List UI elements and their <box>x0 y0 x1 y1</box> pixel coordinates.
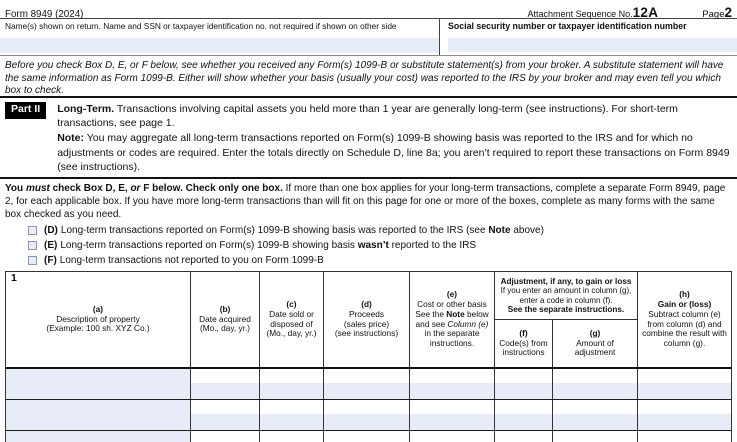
name-cell <box>0 19 440 55</box>
must-check-paragraph: You must check Box D, E, or F below. Check only one box. If more than one box applies for your long-term transactions, complete a separate Form 8949, page 2, for each applicable box. If you have more long-term transactions than will fit on this page for one or more of the boxes, complete as many forms with the same box checked as you need. <box>5 183 726 220</box>
top-bar <box>0 0 737 19</box>
description-field[interactable] <box>6 400 190 430</box>
checkbox-row-f <box>28 253 732 268</box>
table-row <box>6 369 731 400</box>
checkbox-row-e <box>28 238 732 253</box>
name-input[interactable] <box>0 38 439 53</box>
broker-instructions-note: Before you check Box D, E, or F below, see whether you received any Form(s) 1099-B or substitute statement(s) from your broker. A substitute statement will have the same information as Form 1099-B. Either will show whether your basis (usually your cost) was reported to the IRS by your broker and may even tell you which box to check. <box>0 56 737 98</box>
checkbox-d[interactable] <box>28 226 37 235</box>
description-field[interactable] <box>6 431 190 442</box>
box-selection-section <box>0 221 737 268</box>
header-date-acquired: (b) Date acquired (Mo., day, yr.) <box>190 272 259 367</box>
name-ssn-row <box>0 19 737 56</box>
top-bar-right <box>528 5 732 20</box>
date-acquired-field[interactable] <box>191 414 259 430</box>
header-adjustment-group: Adjustment, if any, to gain or loss If you enter an amount in column (g), enter a code in column (f). See the separate instructions. <box>494 272 637 320</box>
form-title: Form 8949 (2024) <box>5 9 84 20</box>
transactions-table <box>5 271 732 442</box>
adjustment-amount-field[interactable] <box>553 383 637 399</box>
ssn-cell <box>440 19 737 55</box>
header-proceeds: (d) Proceeds (sales price) (see instructions) <box>323 272 409 367</box>
line-number: 1 <box>11 272 17 284</box>
ssn-input[interactable] <box>448 38 737 52</box>
checkbox-e[interactable] <box>28 241 37 250</box>
code-field[interactable] <box>495 383 552 399</box>
table-row <box>6 431 731 442</box>
table-header <box>6 272 731 369</box>
name-label: Name(s) shown on return. Name and SSN or taxpayer identification no. not required if shown on other side <box>5 21 397 31</box>
part-2-badge: Part II <box>5 102 46 119</box>
part-2-text <box>57 102 732 177</box>
long-term-body: Transactions involving capital assets you held more than 1 year are generally long-term (see instructions). For short-term transactions, see page 1. <box>57 103 678 130</box>
header-cost-basis: (e) Cost or other basis See the Note below and see Column (e) in the separate instructions. <box>409 272 494 367</box>
proceeds-field[interactable] <box>324 383 409 399</box>
page-label: Page <box>702 9 725 20</box>
date-sold-field[interactable] <box>260 383 323 399</box>
attachment-sequence-number: 12A <box>632 5 659 20</box>
table-row <box>6 400 731 431</box>
note-label: Note: <box>57 132 85 145</box>
header-gain-loss: (h) Gain or (loss) Subtract column (e) from column (d) and combine the result with column (g). <box>637 272 731 367</box>
checkbox-row-d <box>28 223 732 238</box>
checkbox-f[interactable] <box>28 256 37 265</box>
checkbox-f-label: (F) Long-term transactions not reported to you on Form 1099-B <box>44 255 324 266</box>
checkbox-e-label: (E) Long-term transactions reported on Form(s) 1099-B showing basis wasn’t reported to the IRS <box>44 240 477 251</box>
header-codes: (f) Code(s) from instructions <box>494 320 552 367</box>
long-term-paragraph <box>57 102 732 130</box>
ssn-label: Social security number or taxpayer identification number <box>448 21 687 31</box>
gain-loss-field[interactable] <box>638 383 731 399</box>
note-body: You may aggregate all long-term transactions reported on Form(s) 1099-B showing basis was reported to the IRS and for which no adjustments or codes are required. Enter the totals directly on Schedule D, line 8a; you aren’t required to report these transactions on Form 8949 (see instructions). <box>57 132 730 173</box>
proceeds-field[interactable] <box>324 414 409 430</box>
long-term-title: Long-Term. <box>57 103 115 115</box>
part-2-section <box>0 98 737 179</box>
description-field[interactable] <box>6 369 190 399</box>
page-number: 2 <box>724 5 732 20</box>
cost-basis-field[interactable] <box>410 414 494 430</box>
attachment-sequence-label: Attachment Sequence No. <box>527 9 633 19</box>
gain-loss-field[interactable] <box>638 414 731 430</box>
header-amount-adjustment: (g) Amount of adjustment <box>552 320 637 367</box>
header-description: 1 (a) Description of property (Example: 100 sh. XYZ Co.) <box>11 272 150 334</box>
date-acquired-field[interactable] <box>191 383 259 399</box>
adjustment-amount-field[interactable] <box>553 414 637 430</box>
aggregate-note-paragraph <box>57 131 732 174</box>
checkbox-d-label: (D) Long-term transactions reported on Form(s) 1099-B showing basis was reported to the IRS (see Note above) <box>44 225 544 236</box>
date-sold-field[interactable] <box>260 414 323 430</box>
cost-basis-field[interactable] <box>410 383 494 399</box>
code-field[interactable] <box>495 414 552 430</box>
header-date-sold: (c) Date sold or disposed of (Mo., day, yr.) <box>259 272 323 367</box>
